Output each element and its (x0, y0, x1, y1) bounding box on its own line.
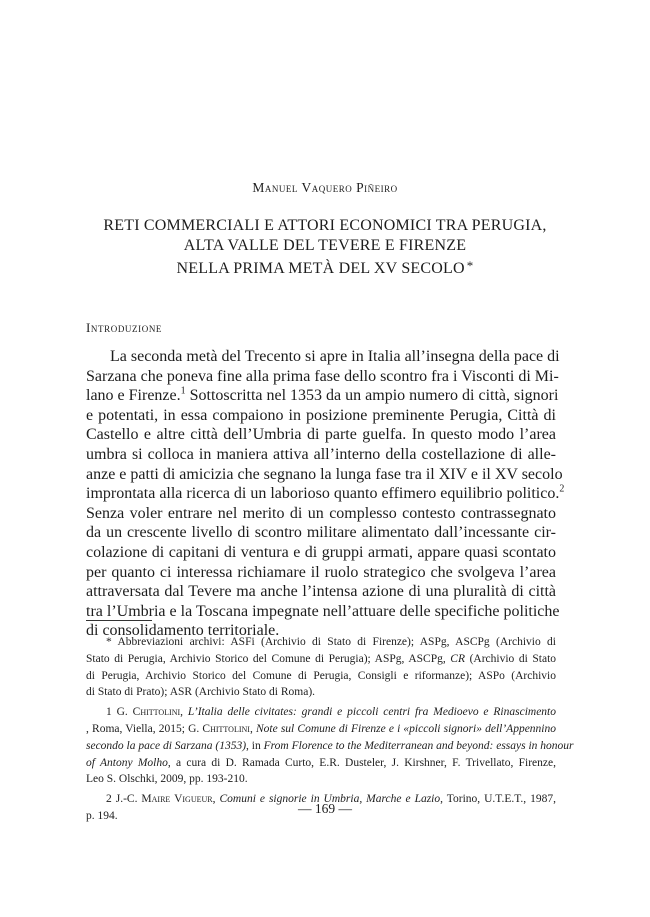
section-heading: Introduzione (86, 320, 163, 335)
footnote-line: 1 G. Chittolini, L’Italia delle civitates: grandi e piccoli centri fra Medioevo e Rinascimento (106, 706, 556, 719)
text-line: tra l’Umbria e la Toscana impegnate nell’attuare delle specifiche politiche (86, 602, 560, 620)
footnote-line: , Roma, Viella, 2015; G. Chittolini, Note sul Comune di Firenze e i «piccoli signori» dell’Appennino (86, 722, 556, 735)
text-line: attraversata dal Tevere ma anche l’intensa azione di una pluralità di città (86, 583, 556, 601)
text-line: per quanto ci interessa richiamare il ruolo strategico che svolgeva l’area (86, 563, 556, 581)
article-title (60, 216, 590, 279)
footnote-marker: 2 (106, 793, 112, 806)
footnote-marker: * (106, 636, 112, 648)
text-line: umbra si colloca in maniera attiva all’interno della costellazione di alle- (86, 445, 556, 463)
footnote-line: 2 J.-C. Maire Vigueur, Comuni e signorie in Umbria, Marche e Lazio, Torino, U.T.E.T., 1987, (106, 793, 557, 806)
footnote-line: * Abbreviazioni archivi: ASFi (Archivio di Stato di Firenze); ASPg, ASCPg (Archivio di (106, 636, 556, 648)
title-line: RETI COMMERCIALI E ATTORI ECONOMICI TRA PERUGIA, (103, 217, 547, 234)
text-line: di consolidamento territoriale. (86, 622, 280, 640)
text-line: lano e Firenze.$^1$ Sottoscritta nel 1353 da un ampio numero di città, signori (86, 385, 559, 405)
footnote-line: of Antony Molho, a cura di D. Ramada Curto, E.R. Dusteler, J. Kirshner, F. Trivellato, Firenze, (86, 756, 556, 769)
footnote-ref: 2 (559, 483, 565, 495)
footnote-line: Stato di Perugia, Archivio Storico del Comune di Perugia); ASPg, ASCPg, CR (Archivio di Stato (86, 652, 557, 665)
footnotes (86, 634, 574, 828)
text-line: e potentati, in essa compaiono in posizione preminente Perugia, Città di (86, 406, 556, 424)
footnote-line: di Perugia, Archivio Storico del Comune di Perugia, Consigli e riformanze); ASPo (Archivio (86, 669, 556, 682)
footnote-line: di Stato di Prato); ASR (Archivio Stato di Roma). (86, 686, 316, 699)
footnote-line: secondo la pace di Sarzana (1353), in From Florence to the Mediterranean and beyond: essays in honour (86, 739, 574, 752)
title-line: NELLA PRIMA METÀ DEL XV SECOLO * (176, 258, 474, 277)
text-line: La seconda metà del Trecento si apre in Italia all’insegna della pace di (110, 348, 560, 365)
body-paragraph (86, 347, 565, 641)
page-number: — 169 — (298, 801, 352, 816)
footnote-ref: 1 (180, 385, 186, 397)
footnote-line: p. 194. (86, 809, 118, 822)
title-footnote-marker: * (466, 258, 474, 273)
author-name: Manuel Vaquero Piñeiro (252, 180, 398, 195)
text-line: improntata alla ricerca di un laborioso quanto effimero equilibrio politico.$^2$ (86, 483, 565, 503)
footnote-star (86, 634, 556, 701)
text-line: da un crescente livello di scontro militare alimentato dall’incessante cir- (86, 524, 556, 542)
footnote-1 (86, 704, 574, 788)
title-line: ALTA VALLE DEL TEVERE E FIRENZE (183, 237, 467, 254)
text-line: anze e patti di amicizia che segnano la lunga fase tra il XIV e il XV secolo (86, 465, 563, 483)
footnote-separator (86, 620, 152, 621)
footnote-marker: 1 (106, 706, 112, 719)
text-line: Castello e altre città dell’Umbria di parte guelfa. In questo modo l’area (86, 426, 556, 444)
text-line: colazione di capitani di ventura e di gruppi armati, appare quasi scontato (86, 543, 556, 561)
text-line: Sarzana che poneva fine alla prima fase dello scontro fra i Visconti di Mi- (86, 367, 559, 385)
text-line: Senza voler entrare nel merito di un complesso contesto contrassegnato (86, 504, 556, 522)
footnote-line: Leo S. Olschki, 2009, pp. 193-210. (86, 773, 248, 786)
